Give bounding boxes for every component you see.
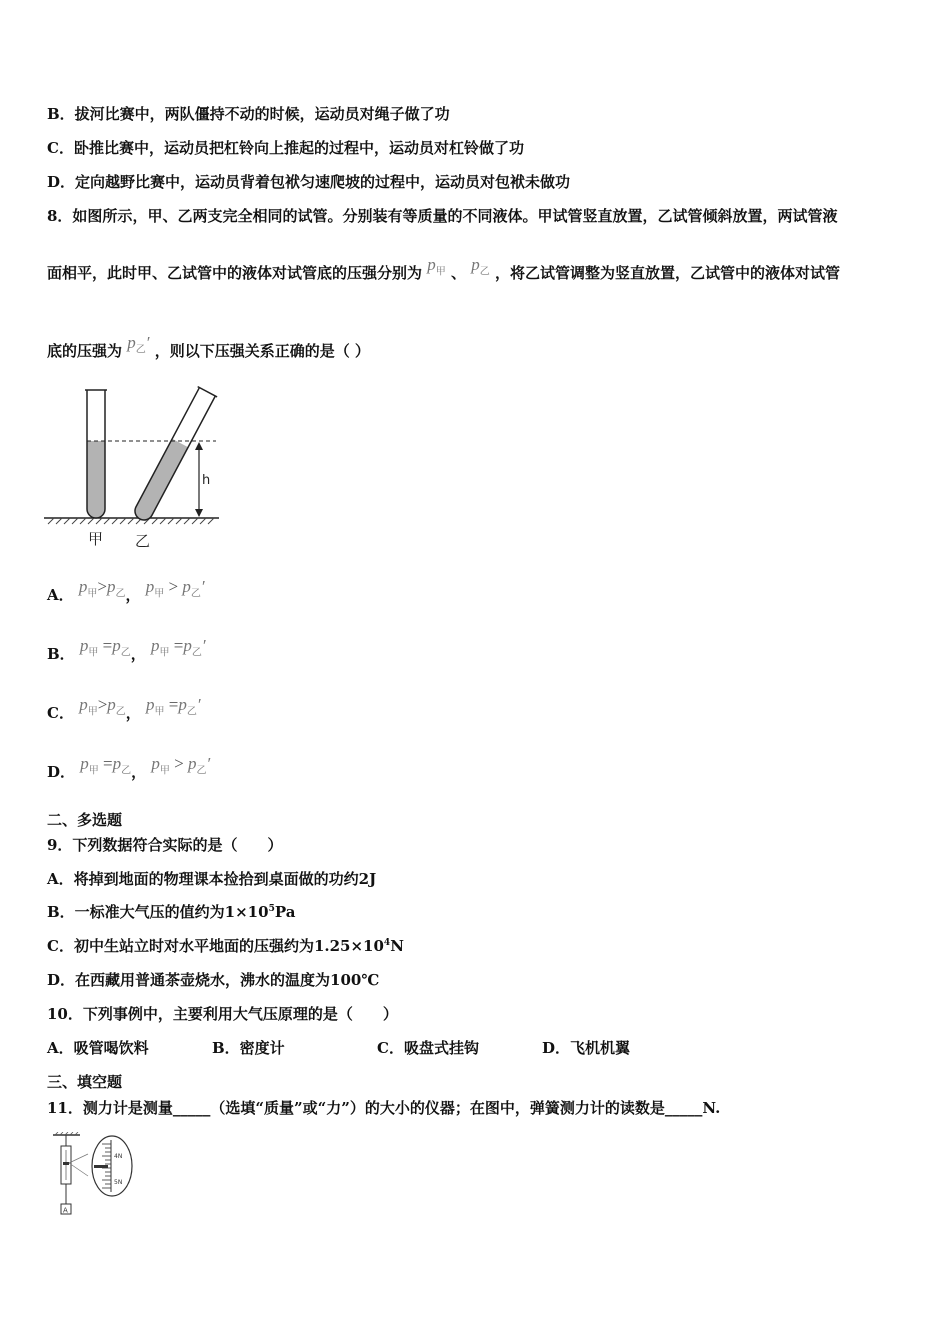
p-jia-symbol: $p_甲$: [427, 255, 446, 278]
q8-option-b: B． $p_甲 =p_乙$， $p_甲 =p_乙'$: [47, 636, 206, 663]
q8-option-d: D． $p_甲 =p_乙$， $p_甲 > p_乙'$: [47, 754, 211, 781]
label-jia: 甲: [88, 530, 104, 548]
q9-stem: 9．下列数据符合实际的是（ ）: [47, 836, 283, 854]
option-b-expr2: $p_甲 =p_乙'$: [151, 636, 206, 659]
q8-stem-line1: 8．如图所示，甲、乙两支完全相同的试管。分别装有等质量的不同液体。甲试管竖直放置，乙试管倾斜放置，两试管液: [47, 207, 838, 225]
option-label: B．: [47, 645, 75, 663]
option-a-expr1: $p_甲>p_乙$: [78, 577, 126, 600]
section-fill-blank-title: 三、填空题: [47, 1073, 123, 1091]
q11-stem: 11．测力计是测量_____（选填“质量”或“力”）的大小的仪器；在图中，弹簧测力计的读数是_____N.: [47, 1099, 721, 1117]
q10-option-b: B．密度计: [212, 1039, 285, 1057]
p-yi-symbol: $p_乙$: [471, 255, 490, 278]
q8-line2-text-b: 、: [450, 264, 466, 282]
q8-option-a: A． $p_甲>p_乙$， $p_甲 > p_乙'$: [47, 577, 205, 604]
section-multiple-choice-title: 二、多选题: [47, 811, 123, 829]
q8-line2-text-a: 面相平，此时甲、乙试管中的液体对试管底的压强分别为: [47, 264, 423, 282]
svg-text:4N: 4N: [114, 1153, 123, 1160]
q9-option-b: B．一标准大气压的值约为$1\times 10^5Pa$: [47, 903, 296, 921]
option-d-expr1: $p_甲 =p_乙$: [80, 754, 132, 777]
q8-stem-line3: [47, 333, 370, 363]
option-label: C．: [47, 704, 74, 722]
q8-line2-text-c: ，将乙试管调整为竖直放置，乙试管中的液体对试管: [494, 264, 840, 282]
tube-yi-liquid: [132, 439, 188, 523]
ground-hatch: [48, 518, 214, 524]
q8-option-c: C． $p_甲>p_乙$， $p_甲 =p_乙'$: [47, 695, 201, 722]
option-c-expr2: $p_甲 =p_乙'$: [146, 695, 201, 718]
q8-stem-line2: [47, 255, 840, 285]
option-label: D．: [47, 763, 76, 781]
tube-jia-liquid: [87, 441, 105, 518]
option-c-expr1: $p_甲>p_乙$: [79, 695, 126, 718]
label-yi: 乙: [135, 532, 151, 550]
q7-option-b: B．拔河比赛中，两队僵持不动的时候，运动员对绳子做了功: [47, 105, 450, 123]
spring-scale-figure: [50, 1132, 140, 1220]
q7-option-d: D．定向越野比赛中，运动员背着包袱匀速爬坡的过程中，运动员对包袱未做功: [47, 173, 571, 191]
option-label: A．: [47, 586, 74, 604]
test-tube-figure: [44, 385, 224, 555]
p-yi-prime-symbol: $p_乙'$: [127, 333, 150, 356]
height-label: h: [202, 473, 211, 488]
option-b-expr1: $p_甲 =p_乙$: [79, 636, 131, 659]
q9-option-c: C．初中生站立时对水平地面的压强约为$1.25\times 10^4N$: [47, 937, 404, 955]
option-d-expr2: $p_甲 > p_乙'$: [151, 754, 211, 777]
q9-option-a: A．将掉到地面的物理课本捡拾到桌面做的功约2J: [47, 870, 377, 888]
q10-stem: 10．下列事例中，主要利用大气压原理的是（ ）: [47, 1005, 398, 1023]
q10-option-d: D．飞机机翼: [542, 1039, 631, 1057]
q9-option-d: D．在西藏用普通茶壶烧水，沸水的温度为100℃: [47, 971, 380, 989]
svg-text:A: A: [63, 1206, 68, 1215]
q8-line3-text-a: 底的压强为: [47, 342, 123, 360]
svg-text:5N: 5N: [114, 1179, 123, 1186]
q10-option-a: A．吸管喝饮料: [47, 1039, 149, 1057]
option-a-expr2: $p_甲 > p_乙'$: [145, 577, 205, 600]
q10-option-c: C．吸盘式挂钩: [377, 1039, 479, 1057]
q8-line3-text-b: ，则以下压强关系正确的是（ ）: [154, 342, 370, 360]
q7-option-c: C．卧推比赛中，运动员把杠铃向上推起的过程中，运动员对杠铃做了功: [47, 139, 524, 157]
